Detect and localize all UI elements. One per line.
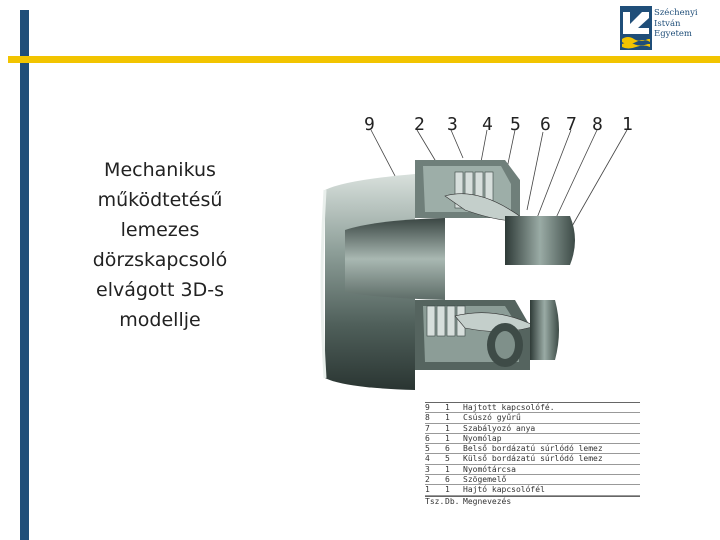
part-quantity: 5 xyxy=(445,454,450,464)
table-header-row xyxy=(425,496,640,506)
top-accent-bar xyxy=(8,56,720,63)
part-name: Nyomótárcsa xyxy=(463,464,516,474)
logo-mark-icon xyxy=(620,6,652,50)
header-name: Megnevezés xyxy=(463,496,512,506)
clutch-cutaway-illustration xyxy=(305,100,645,400)
table-row xyxy=(425,413,640,423)
table-row xyxy=(425,485,640,495)
part-number: 3 xyxy=(425,464,430,474)
part-quantity: 1 xyxy=(445,413,450,423)
part-number: 5 xyxy=(425,444,430,454)
part-name: Hajtó kapcsolófél xyxy=(463,485,545,495)
header-quantity: Db. xyxy=(445,496,460,506)
table-row xyxy=(425,434,640,444)
part-quantity: 1 xyxy=(445,403,450,412)
left-accent-bar xyxy=(20,10,29,540)
header-number: Tsz. xyxy=(425,496,445,506)
part-quantity: 1 xyxy=(445,423,450,433)
part-name: Külső bordázatú súrlódó lemez xyxy=(463,454,603,464)
part-number: 9 xyxy=(425,403,430,412)
title-line: működtetésű xyxy=(97,189,223,211)
callout-number: 7 xyxy=(566,114,577,135)
part-name: Hajtott kapcsolófé. xyxy=(463,403,555,412)
callout-number: 8 xyxy=(592,114,603,135)
callout-number: 1 xyxy=(622,114,633,135)
part-name: Csúszó gyűrű xyxy=(463,413,521,423)
part-name: Belső bordázatú súrlódó lemez xyxy=(463,444,603,454)
part-quantity: 6 xyxy=(445,444,450,454)
part-name: Szögemelő xyxy=(463,475,507,485)
part-name: Nyomólap xyxy=(463,433,502,443)
part-quantity: 6 xyxy=(445,475,450,485)
part-quantity: 1 xyxy=(445,433,450,443)
part-number: 4 xyxy=(425,454,430,464)
logo-line: Széchenyi xyxy=(654,8,698,18)
logo-line: Egyetem xyxy=(654,29,692,39)
university-logo xyxy=(620,6,716,56)
callout-number: 4 xyxy=(482,114,493,135)
callout-number: 9 xyxy=(364,114,375,135)
slide-title xyxy=(45,155,275,335)
part-number: 1 xyxy=(425,485,430,495)
part-name: Szabályozó anya xyxy=(463,423,536,433)
table-row xyxy=(425,454,640,464)
table-row xyxy=(425,475,640,485)
parts-table xyxy=(425,402,640,506)
part-quantity: 1 xyxy=(445,464,450,474)
table-row xyxy=(425,444,640,454)
callout-number: 2 xyxy=(414,114,425,135)
title-line: dörzskapcsoló xyxy=(92,249,228,271)
logo-line: István xyxy=(654,18,681,29)
table-row xyxy=(425,403,640,413)
table-row xyxy=(425,465,640,475)
callout-number: 6 xyxy=(540,114,551,135)
callout-number: 5 xyxy=(510,114,521,135)
logo-text xyxy=(654,8,698,40)
title-line: Mechanikus xyxy=(104,159,216,181)
part-number: 2 xyxy=(425,475,430,485)
title-line: elvágott 3D-s xyxy=(96,279,224,301)
title-line: lemezes xyxy=(120,219,200,241)
part-number: 7 xyxy=(425,423,430,433)
part-number: 8 xyxy=(425,413,430,423)
title-line: modellje xyxy=(119,309,201,331)
part-number: 6 xyxy=(425,433,430,443)
part-quantity: 1 xyxy=(445,485,450,495)
table-row xyxy=(425,424,640,434)
callout-number: 3 xyxy=(447,114,458,135)
